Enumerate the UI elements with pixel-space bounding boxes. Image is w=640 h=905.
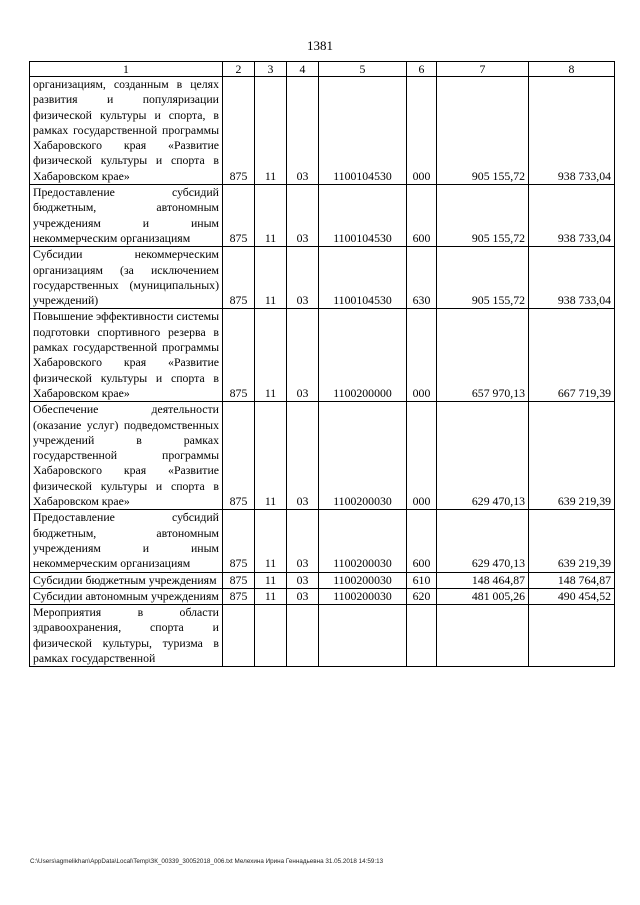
column-header-4: 4 xyxy=(287,62,319,77)
cell-section: 11 xyxy=(255,309,287,402)
cell-subsection: 03 xyxy=(287,510,319,572)
table-row xyxy=(30,588,615,604)
cell-amount-year-1 xyxy=(437,605,529,667)
cell-amount-year-2: 938 733,04 xyxy=(529,77,615,185)
cell-section: 11 xyxy=(255,247,287,309)
row-description: Субсидии некоммерческим организациям (за исключением государственных (муниципальных) учреждений) xyxy=(30,247,223,309)
cell-amount-year-2: 938 733,04 xyxy=(529,185,615,247)
cell-section: 11 xyxy=(255,77,287,185)
cell-expense-type xyxy=(407,605,437,667)
cell-ministry-code: 875 xyxy=(223,185,255,247)
cell-amount-year-1: 629 470,13 xyxy=(437,510,529,572)
table-row xyxy=(30,309,615,402)
cell-target-item: 1100104530 xyxy=(319,185,407,247)
cell-subsection: 03 xyxy=(287,309,319,402)
column-header-5: 5 xyxy=(319,62,407,77)
table-row xyxy=(30,605,615,667)
table-row xyxy=(30,185,615,247)
cell-amount-year-1: 905 155,72 xyxy=(437,77,529,185)
cell-section: 11 xyxy=(255,185,287,247)
cell-ministry-code: 875 xyxy=(223,572,255,588)
cell-subsection: 03 xyxy=(287,572,319,588)
cell-amount-year-1: 657 970,13 xyxy=(437,309,529,402)
cell-expense-type: 000 xyxy=(407,309,437,402)
cell-amount-year-2: 667 719,39 xyxy=(529,309,615,402)
cell-target-item xyxy=(319,605,407,667)
row-description: Повышение эффективности системы подготовки спортивного резерва в рамках государственной программы Хабаровского края «Развитие физической культуры и спорта в Хабаровском крае» xyxy=(30,309,223,402)
row-description: Предоставление субсидий бюджетным, автономным учреждениям и иным некоммерческим организациям xyxy=(30,185,223,247)
cell-subsection: 03 xyxy=(287,185,319,247)
table-row xyxy=(30,77,615,185)
cell-subsection: 03 xyxy=(287,77,319,185)
cell-amount-year-1: 481 005,26 xyxy=(437,588,529,604)
table-row xyxy=(30,402,615,510)
row-description: организациям, созданным в целях развития и популяризации физической культуры и спорта, в рамках государственной программы Хабаровского края «Развитие физической культуры и спорта в Хабаровском крае» xyxy=(30,77,223,185)
cell-target-item: 1100200030 xyxy=(319,572,407,588)
cell-section: 11 xyxy=(255,588,287,604)
cell-ministry-code: 875 xyxy=(223,309,255,402)
column-header-3: 3 xyxy=(255,62,287,77)
cell-amount-year-1: 629 470,13 xyxy=(437,402,529,510)
cell-subsection xyxy=(287,605,319,667)
table-row xyxy=(30,247,615,309)
row-description: Субсидии автономным учреждениям xyxy=(30,588,223,604)
cell-subsection: 03 xyxy=(287,247,319,309)
cell-section: 11 xyxy=(255,402,287,510)
table-header-row xyxy=(30,62,615,77)
row-description: Предоставление субсидий бюджетным, автономным учреждениям и иным некоммерческим организациям xyxy=(30,510,223,572)
budget-table xyxy=(29,61,615,667)
cell-target-item: 1100200000 xyxy=(319,309,407,402)
cell-ministry-code: 875 xyxy=(223,77,255,185)
column-header-2: 2 xyxy=(223,62,255,77)
cell-target-item: 1100104530 xyxy=(319,247,407,309)
cell-amount-year-2: 639 219,39 xyxy=(529,402,615,510)
cell-target-item: 1100200030 xyxy=(319,588,407,604)
table-row xyxy=(30,572,615,588)
cell-amount-year-2: 938 733,04 xyxy=(529,247,615,309)
cell-section: 11 xyxy=(255,510,287,572)
column-header-7: 7 xyxy=(437,62,529,77)
cell-ministry-code: 875 xyxy=(223,247,255,309)
cell-subsection: 03 xyxy=(287,402,319,510)
cell-expense-type: 600 xyxy=(407,185,437,247)
cell-section: 11 xyxy=(255,572,287,588)
cell-expense-type: 620 xyxy=(407,588,437,604)
column-header-1: 1 xyxy=(30,62,223,77)
cell-expense-type: 600 xyxy=(407,510,437,572)
cell-amount-year-1: 148 464,87 xyxy=(437,572,529,588)
cell-section xyxy=(255,605,287,667)
cell-amount-year-2: 639 219,39 xyxy=(529,510,615,572)
footer-file-path: C:\Users\agmelikhan\AppData\Local\Temp\ЗК_00339_30052018_006.txt Мелехина Ирина Геннадьевна 31.05.2018 14:59:13 xyxy=(30,858,384,865)
cell-expense-type: 000 xyxy=(407,402,437,510)
table-row xyxy=(30,510,615,572)
row-description: Обеспечение деятельности (оказание услуг) подведомственных учреждений в рамках государственной программы Хабаровского края «Развитие физической культуры и спорта в Хабаровском крае» xyxy=(30,402,223,510)
row-description: Субсидии бюджетным учреждениям xyxy=(30,572,223,588)
cell-amount-year-2: 490 454,52 xyxy=(529,588,615,604)
cell-expense-type: 630 xyxy=(407,247,437,309)
cell-target-item: 1100104530 xyxy=(319,77,407,185)
column-header-8: 8 xyxy=(529,62,615,77)
cell-ministry-code: 875 xyxy=(223,402,255,510)
page-number: 1381 xyxy=(307,38,333,53)
cell-amount-year-2: 148 764,87 xyxy=(529,572,615,588)
row-description: Мероприятия в области здравоохранения, спорта и физической культуры, туризма в рамках государственной xyxy=(30,605,223,667)
cell-ministry-code xyxy=(223,605,255,667)
cell-amount-year-2 xyxy=(529,605,615,667)
cell-subsection: 03 xyxy=(287,588,319,604)
cell-amount-year-1: 905 155,72 xyxy=(437,185,529,247)
cell-ministry-code: 875 xyxy=(223,510,255,572)
cell-amount-year-1: 905 155,72 xyxy=(437,247,529,309)
cell-expense-type: 610 xyxy=(407,572,437,588)
column-header-6: 6 xyxy=(407,62,437,77)
cell-target-item: 1100200030 xyxy=(319,402,407,510)
cell-target-item: 1100200030 xyxy=(319,510,407,572)
cell-ministry-code: 875 xyxy=(223,588,255,604)
cell-expense-type: 000 xyxy=(407,77,437,185)
